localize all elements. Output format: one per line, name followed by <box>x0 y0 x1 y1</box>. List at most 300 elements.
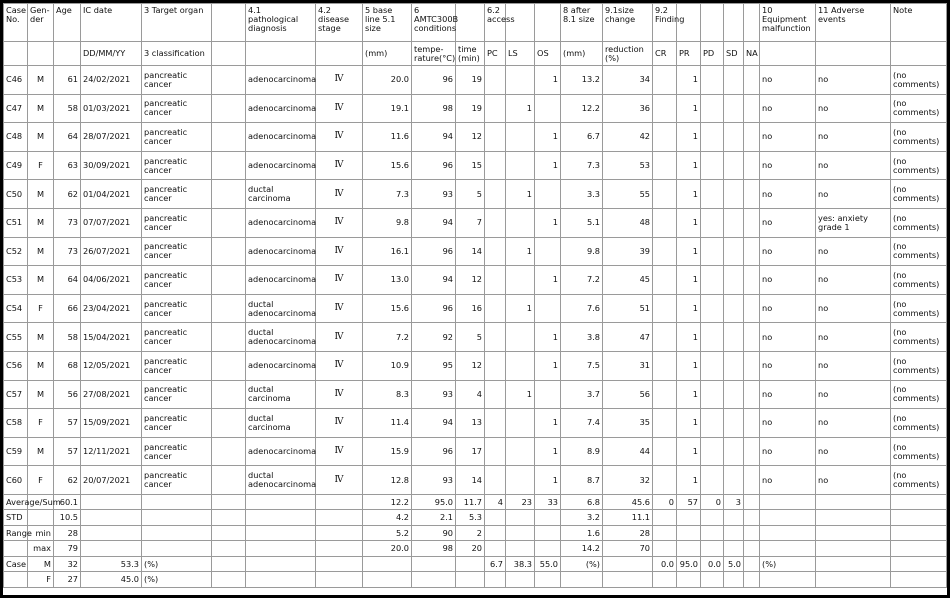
summary-organ: (%) <box>142 572 212 588</box>
summary-sd <box>724 525 744 541</box>
cell-age: 57 <box>54 437 81 466</box>
cell-base: 12.8 <box>363 466 412 495</box>
cell-stage: Ⅳ <box>316 208 363 237</box>
cell-temp: 96 <box>412 66 456 95</box>
column-header: OS <box>535 42 561 66</box>
summary-pd <box>701 541 724 557</box>
column-header <box>724 4 744 42</box>
cell-pc <box>485 351 506 380</box>
cell-sd <box>724 294 744 323</box>
cell-red: 48 <box>603 208 653 237</box>
column-header: 6 AMTC300B conditions <box>412 4 456 42</box>
column-header: (mm) <box>363 42 412 66</box>
summary-pd: 0 <box>701 494 724 510</box>
cell-after: 7.4 <box>561 409 603 438</box>
cell-base: 10.9 <box>363 351 412 380</box>
cell <box>246 494 316 510</box>
summary-date <box>81 494 142 510</box>
cell-stage: Ⅳ <box>316 123 363 152</box>
column-header: 11 Adverse events <box>816 4 891 42</box>
summary-after: 14.2 <box>561 541 603 557</box>
cell-os: 1 <box>535 151 561 180</box>
cell-date: 23/04/2021 <box>81 294 142 323</box>
cell-pd <box>701 351 724 380</box>
summary-equip <box>760 541 816 557</box>
cell-na <box>744 180 760 209</box>
cell-ls: 1 <box>506 180 535 209</box>
cell-organ: pancreatic cancer <box>142 380 212 409</box>
cell-pc <box>485 266 506 295</box>
summary-base: 20.0 <box>363 541 412 557</box>
summary-after <box>561 572 603 588</box>
cell-ls: 1 <box>506 237 535 266</box>
cell-time: 12 <box>456 351 485 380</box>
cell-case: C48 <box>4 123 28 152</box>
cell-age: 57 <box>54 409 81 438</box>
summary-pd <box>701 510 724 526</box>
cell <box>891 541 947 557</box>
cell-red: 51 <box>603 294 653 323</box>
cell-time: 14 <box>456 466 485 495</box>
cell-sex: M <box>28 208 54 237</box>
summary-pc: 4 <box>485 494 506 510</box>
cell-cr <box>653 66 677 95</box>
cell-na <box>744 437 760 466</box>
cell-cr <box>653 351 677 380</box>
cell-time: 17 <box>456 437 485 466</box>
cell-organ: pancreatic cancer <box>142 180 212 209</box>
cell-date: 24/02/2021 <box>81 66 142 95</box>
cell-ls <box>506 123 535 152</box>
cell-na <box>744 380 760 409</box>
summary-age: 28 <box>54 525 81 541</box>
column-header: (mm) <box>561 42 603 66</box>
summary-na <box>744 541 760 557</box>
cell-pc <box>485 323 506 352</box>
cell-pc <box>485 237 506 266</box>
cell-pc <box>485 380 506 409</box>
cell-stage: Ⅳ <box>316 409 363 438</box>
cell-sd <box>724 123 744 152</box>
summary-lab: Average/Sum <box>4 494 28 510</box>
cell-after: 7.2 <box>561 266 603 295</box>
summary-after: 1.6 <box>561 525 603 541</box>
summary-os <box>535 572 561 588</box>
cell-stage: Ⅳ <box>316 294 363 323</box>
cell-pc <box>485 294 506 323</box>
cell-base: 8.3 <box>363 380 412 409</box>
summary-os <box>535 525 561 541</box>
summary-na <box>744 572 760 588</box>
cell-sd <box>724 94 744 123</box>
summary-temp <box>412 572 456 588</box>
cell-age: 58 <box>54 94 81 123</box>
cell-pd <box>701 94 724 123</box>
cell-age: 66 <box>54 294 81 323</box>
cell-os <box>535 94 561 123</box>
cell-equip: no <box>760 380 816 409</box>
summary-ls <box>506 510 535 526</box>
table-row <box>4 237 947 266</box>
column-header: PR <box>677 42 701 66</box>
column-header <box>28 42 54 66</box>
cell-adverse: no <box>816 266 891 295</box>
cell-time: 5 <box>456 180 485 209</box>
cell-note: (no comments) <box>891 323 947 352</box>
column-header: 6.2 access <box>485 4 506 42</box>
cell-red: 56 <box>603 380 653 409</box>
cell-red: 31 <box>603 351 653 380</box>
cell-cr <box>653 208 677 237</box>
cell-red: 47 <box>603 323 653 352</box>
cell-date: 27/08/2021 <box>81 380 142 409</box>
summary-na <box>744 525 760 541</box>
summary-cr: 0 <box>653 494 677 510</box>
summary-red: 28 <box>603 525 653 541</box>
cell-sd <box>724 437 744 466</box>
cell <box>316 541 363 557</box>
cell-age: 68 <box>54 351 81 380</box>
cell-equip: no <box>760 294 816 323</box>
cell-red: 32 <box>603 466 653 495</box>
cell-pd <box>701 237 724 266</box>
cell-os: 1 <box>535 409 561 438</box>
cell-temp: 92 <box>412 323 456 352</box>
summary-ls <box>506 541 535 557</box>
cell-cr <box>653 180 677 209</box>
cell-time: 15 <box>456 151 485 180</box>
summary-after: 3.2 <box>561 510 603 526</box>
cell <box>891 510 947 526</box>
cell <box>316 494 363 510</box>
cell-ls <box>506 323 535 352</box>
summary-row <box>4 525 947 541</box>
summary-organ <box>142 525 212 541</box>
cell-na <box>744 66 760 95</box>
cell-time: 19 <box>456 66 485 95</box>
cell-diag: adenocarcinoma <box>246 151 316 180</box>
cell-diag: ductal adenocarcinoma <box>246 466 316 495</box>
cell-after: 9.8 <box>561 237 603 266</box>
summary-red <box>603 556 653 572</box>
cell-organ: pancreatic cancer <box>142 294 212 323</box>
summary-pr: 95.0 <box>677 556 701 572</box>
cell-pr: 1 <box>677 323 701 352</box>
cell-note: (no comments) <box>891 123 947 152</box>
cell-date: 20/07/2021 <box>81 466 142 495</box>
cell-base: 20.0 <box>363 66 412 95</box>
summary-date <box>81 525 142 541</box>
cell-pd <box>701 294 724 323</box>
column-header: 8 after 8.1 size <box>561 4 603 42</box>
summary-pd <box>701 572 724 588</box>
cell-ls: 1 <box>506 94 535 123</box>
cell-red: 44 <box>603 437 653 466</box>
summary-temp: 90 <box>412 525 456 541</box>
summary-red: 45.6 <box>603 494 653 510</box>
cell <box>212 572 246 588</box>
cell <box>212 123 246 152</box>
cell-base: 15.6 <box>363 151 412 180</box>
cell-os: 1 <box>535 466 561 495</box>
cell-organ: pancreatic cancer <box>142 66 212 95</box>
cell-pc <box>485 437 506 466</box>
cell-note: (no comments) <box>891 409 947 438</box>
summary-cr <box>653 525 677 541</box>
summary-after: 6.8 <box>561 494 603 510</box>
cell-os: 1 <box>535 351 561 380</box>
cell-pc <box>485 94 506 123</box>
cell-cr <box>653 94 677 123</box>
summary-row <box>4 556 947 572</box>
column-header: 10 Equipment malfunction <box>760 4 816 42</box>
cell-sd <box>724 208 744 237</box>
cell-adverse: no <box>816 437 891 466</box>
cell <box>816 572 891 588</box>
cell-adverse: no <box>816 466 891 495</box>
table-row <box>4 66 947 95</box>
cell-adverse: no <box>816 151 891 180</box>
cell <box>816 494 891 510</box>
cell-temp: 96 <box>412 294 456 323</box>
column-header <box>701 4 724 42</box>
table-row <box>4 180 947 209</box>
table-row <box>4 409 947 438</box>
cell-equip: no <box>760 123 816 152</box>
cell-base: 19.1 <box>363 94 412 123</box>
cell-after: 7.3 <box>561 151 603 180</box>
cell-ls <box>506 151 535 180</box>
cell-sd <box>724 323 744 352</box>
cell-na <box>744 208 760 237</box>
cell <box>212 237 246 266</box>
summary-sub: max <box>28 541 54 557</box>
cell <box>212 94 246 123</box>
cell-na <box>744 466 760 495</box>
cell-case: C47 <box>4 94 28 123</box>
cell-temp: 94 <box>412 208 456 237</box>
cell-temp: 94 <box>412 123 456 152</box>
column-header <box>212 4 246 42</box>
cell-after: 8.9 <box>561 437 603 466</box>
summary-equip: (%) <box>760 556 816 572</box>
cell-note: (no comments) <box>891 237 947 266</box>
cell-red: 45 <box>603 266 653 295</box>
cell-equip: no <box>760 409 816 438</box>
cell-adverse: no <box>816 180 891 209</box>
cell-sex: F <box>28 409 54 438</box>
cell <box>212 66 246 95</box>
cell-time: 5 <box>456 323 485 352</box>
cell-stage: Ⅳ <box>316 466 363 495</box>
summary-lab: STD <box>4 510 28 526</box>
cell-age: 63 <box>54 151 81 180</box>
summary-ls <box>506 525 535 541</box>
cell-stage: Ⅳ <box>316 323 363 352</box>
summary-organ <box>142 510 212 526</box>
cell <box>891 556 947 572</box>
cell-na <box>744 351 760 380</box>
summary-cr <box>653 510 677 526</box>
cell-sd <box>724 466 744 495</box>
cell-organ: pancreatic cancer <box>142 208 212 237</box>
summary-equip <box>760 494 816 510</box>
cell <box>816 510 891 526</box>
summary-ls <box>506 572 535 588</box>
cell-pc <box>485 180 506 209</box>
cell-cr <box>653 294 677 323</box>
column-header: 3 classification <box>142 42 212 66</box>
summary-base: 12.2 <box>363 494 412 510</box>
summary-row <box>4 541 947 557</box>
table-row <box>4 94 947 123</box>
cell-os: 1 <box>535 208 561 237</box>
column-header <box>816 42 891 66</box>
cell-after: 5.1 <box>561 208 603 237</box>
column-header: SD <box>724 42 744 66</box>
cell-base: 15.9 <box>363 437 412 466</box>
cell-stage: Ⅳ <box>316 266 363 295</box>
cell-stage: Ⅳ <box>316 94 363 123</box>
cell-time: 12 <box>456 123 485 152</box>
column-header <box>535 4 561 42</box>
cell-sex: M <box>28 123 54 152</box>
cell-pr: 1 <box>677 351 701 380</box>
cell-diag: ductal carcinoma <box>246 180 316 209</box>
column-header: NA <box>744 42 760 66</box>
column-header: 4.1 pathological diagnosis <box>246 4 316 42</box>
cell-pr: 1 <box>677 437 701 466</box>
cell-after: 7.5 <box>561 351 603 380</box>
summary-pc <box>485 525 506 541</box>
summary-sub <box>28 510 54 526</box>
cell <box>212 151 246 180</box>
cell-stage: Ⅳ <box>316 237 363 266</box>
table-row <box>4 294 947 323</box>
cell-pr: 1 <box>677 409 701 438</box>
cell-note: (no comments) <box>891 380 947 409</box>
cell-date: 15/04/2021 <box>81 323 142 352</box>
cell-cr <box>653 323 677 352</box>
cell-equip: no <box>760 151 816 180</box>
cell <box>316 510 363 526</box>
cell-adverse: no <box>816 237 891 266</box>
table-row <box>4 351 947 380</box>
cell-ls <box>506 409 535 438</box>
column-header <box>246 42 316 66</box>
cell-cr <box>653 237 677 266</box>
cell-equip: no <box>760 237 816 266</box>
summary-row <box>4 572 947 588</box>
cell-temp: 94 <box>412 409 456 438</box>
cell-pd <box>701 66 724 95</box>
cell-base: 7.3 <box>363 180 412 209</box>
cell-adverse: yes: anxiety grade 1 <box>816 208 891 237</box>
cell-note: (no comments) <box>891 208 947 237</box>
cell-sex: F <box>28 294 54 323</box>
summary-ls: 23 <box>506 494 535 510</box>
cell <box>212 180 246 209</box>
cell-pr: 1 <box>677 266 701 295</box>
summary-na <box>744 556 760 572</box>
cell-organ: pancreatic cancer <box>142 151 212 180</box>
cell-pr: 1 <box>677 151 701 180</box>
cell-stage: Ⅳ <box>316 380 363 409</box>
cell-sex: F <box>28 151 54 180</box>
cell-pd <box>701 466 724 495</box>
cell-base: 9.8 <box>363 208 412 237</box>
header-row <box>4 4 947 42</box>
cell-red: 53 <box>603 151 653 180</box>
table-row <box>4 266 947 295</box>
cell <box>212 208 246 237</box>
summary-pc: 6.7 <box>485 556 506 572</box>
column-header: DD/MM/YY <box>81 42 142 66</box>
cell-case: C55 <box>4 323 28 352</box>
cell-pc <box>485 151 506 180</box>
cell-case: C56 <box>4 351 28 380</box>
column-header <box>456 4 485 42</box>
cell-base: 13.0 <box>363 266 412 295</box>
data-table <box>3 3 947 588</box>
cell <box>212 409 246 438</box>
cell-sex: F <box>28 466 54 495</box>
cell-case: C53 <box>4 266 28 295</box>
column-header: 3 Target organ <box>142 4 212 42</box>
column-header: 9.1size change <box>603 4 653 42</box>
cell-red: 34 <box>603 66 653 95</box>
cell-cr <box>653 409 677 438</box>
cell-age: 62 <box>54 466 81 495</box>
cell-os <box>535 294 561 323</box>
column-header: reduction (%) <box>603 42 653 66</box>
summary-row <box>4 494 947 510</box>
cell-date: 28/07/2021 <box>81 123 142 152</box>
summary-time: 20 <box>456 541 485 557</box>
cell-adverse: no <box>816 294 891 323</box>
cell-diag: adenocarcinoma <box>246 123 316 152</box>
summary-organ: (%) <box>142 556 212 572</box>
cell-organ: pancreatic cancer <box>142 94 212 123</box>
summary-cr <box>653 541 677 557</box>
cell-sex: M <box>28 380 54 409</box>
cell-sd <box>724 237 744 266</box>
cell-age: 58 <box>54 323 81 352</box>
summary-pc <box>485 510 506 526</box>
column-header <box>212 42 246 66</box>
cell-pr: 1 <box>677 380 701 409</box>
cell-sex: M <box>28 237 54 266</box>
summary-na <box>744 510 760 526</box>
cell-note: (no comments) <box>891 294 947 323</box>
summary-age: 27 <box>54 572 81 588</box>
cell-red: 55 <box>603 180 653 209</box>
cell-pd <box>701 180 724 209</box>
cell-cr <box>653 466 677 495</box>
cell <box>246 541 316 557</box>
column-header: Gen-der <box>28 4 54 42</box>
cell <box>816 525 891 541</box>
cell-after: 8.7 <box>561 466 603 495</box>
cell-organ: pancreatic cancer <box>142 351 212 380</box>
cell-case: C58 <box>4 409 28 438</box>
summary-organ <box>142 541 212 557</box>
cell-adverse: no <box>816 409 891 438</box>
summary-os <box>535 510 561 526</box>
summary-after: (%) <box>561 556 603 572</box>
cell-pr: 1 <box>677 466 701 495</box>
summary-pc <box>485 541 506 557</box>
